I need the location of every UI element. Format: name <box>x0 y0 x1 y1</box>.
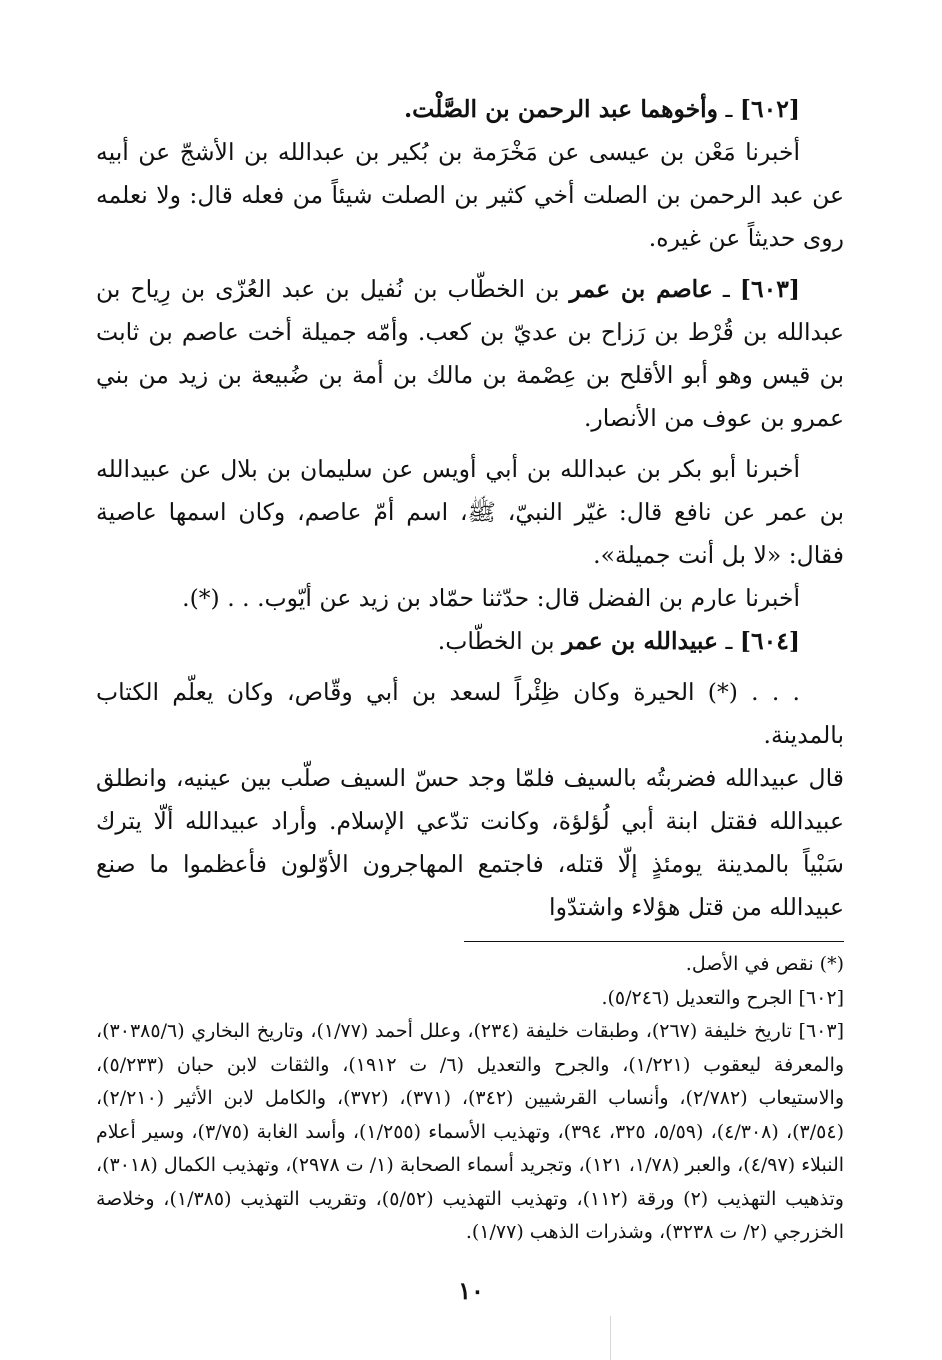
entry-603-paragraph-2: أخبرنا أبو بكر بن عبدالله بن أبي أويس عن سليمان بن بلال عن عبيدالله بن عمر عن نافع قال: غيّر النبيّ، ﷺ، اسم أمّ عاصم، وكان اسمها عاصية فقال: «لا بل أنت جميلة». <box>96 455 844 569</box>
entry-604-paragraph-2: قال عبيدالله فضربتُه بالسيف فلمّا وجد حسّ السيف صلّب بين عينيه، وانطلق عبيدالله فقتل ابنة أبي لُؤلؤة، وكانت تدّعي الإسلام. وأراد عبيدالله ألّا يترك سَبْياً بالمدينة يومئذٍ إلّا قتله، فاجتمع المهاجرون الأوّلون فأعظموا ما صنع عبيدالله من قتل هؤلاء واشتدّوا <box>96 764 844 921</box>
page-number: ١٠ <box>458 1276 484 1305</box>
footnote-603: [٦٠٣] تاريخ خليفة (٢٦٧)، وطبقات خليفة (٢٣٤)، وعلل أحمد (١/٧٧)، وتاريخ البخاري (٣٠٣٨٥/٦)، والمعرفة ليعقوب (١/٢٢١)، والجرح والتعديل (٦/ ت ١٩١٢)، والثقات لابن حبان (٥/٢٣٣)، والاستيعاب (٢/٧٨٢)، وأنساب القرشيين (٣٤٢)، (٣٧١)، (٣٧٢)، والكامل لابن الأثير (٢/٢١٠)، (٣/٥٤)، (٤/٣٠٨)، (٥/٥٩، ٣٢٥، ٣٩٤)، وتهذيب الأسماء (١/٢٥٥)، وأسد الغابة (٣/٧٥)، وسير أعلام النبلاء (٤/٩٧)، والعبر (١/٧٨، ١٢١)، وتجريد أسماء الصحابة (١/ ت ٢٩٧٨)، وتهذيب الكمال (٣٠١٨)، وتذهيب التهذيب (٢) ورقة (١١٢)، وتهذيب التهذيب (٥/٥٢)، وتقريب التهذيب (١/٣٨٥)، وخلاصة الخزرجي (٢/ ت ٣٢٣٨)، وشذرات الذهب (١/٧٧). <box>96 1020 845 1243</box>
entry-604-heading <box>96 620 844 663</box>
entry-603-name: عاصم بن عمر <box>569 275 713 303</box>
entry-603-heading-paragraph <box>96 268 844 440</box>
book-page <box>96 88 844 1308</box>
entry-604-lineage: بن الخطّاب. <box>437 627 563 655</box>
entry-603-paragraph-3: أخبرنا عارم بن الفضل قال: حدّثنا حمّاد بن زيد عن أيّوب. . . (*). <box>182 584 800 612</box>
entry-603-lineage: بن الخطّاب بن نُفيل بن عبد العُزّى بن رِياح بن عبدالله بن قُرْط بن رَزاح بن عديّ بن كعب. وأمّه جميلة أخت عاصم بن ثابت بن قيس وهو أبو الأقلح بن عِصْمة بن مالك بن أمة بن ضُبيعة بن زيد من بني عمرو بن عوف من الأنصار. <box>96 275 844 432</box>
footnotes <box>96 948 844 1250</box>
entry-602-paragraph: أخبرنا مَعْن بن عيسى عن مَخْرَمة بن بُكير بن عبدالله بن الأشجّ عن أبيه عن عبد الرحمن بن الصلت أخي كثير بن الصلت شيئاً من فعله قال: ولا نعلمه روى حديثاً عن غيره. <box>96 138 844 252</box>
entry-602-heading <box>96 88 844 131</box>
entry-602-separator: ـ <box>718 95 740 123</box>
entry-604-separator: ـ <box>718 627 740 655</box>
entry-603-number: [٦٠٣] <box>739 275 800 303</box>
footnote-star: (*) نقص في الأصل. <box>685 953 844 975</box>
entry-604-name: عبيدالله بن عمر <box>562 627 719 655</box>
entry-604-number: [٦٠٤] <box>739 627 800 655</box>
entry-602-number: [٦٠٢] <box>739 95 800 123</box>
footnote-602: [٦٠٢] الجرح والتعديل (٥/٢٤٦). <box>601 986 844 1009</box>
main-text <box>96 88 844 929</box>
scan-fold-line <box>610 1316 611 1360</box>
footnote-divider <box>464 941 844 942</box>
entry-604-paragraph-1: . . . (*) الحيرة وكان ظِئْراً لسعد بن أبي وقّاص، وكان يعلّم الكتاب بالمدينة. <box>96 678 844 749</box>
entry-603-separator: ـ <box>712 275 740 303</box>
entry-602-title: وأخوهما عبد الرحمن بن الصَّلْت. <box>403 95 719 123</box>
